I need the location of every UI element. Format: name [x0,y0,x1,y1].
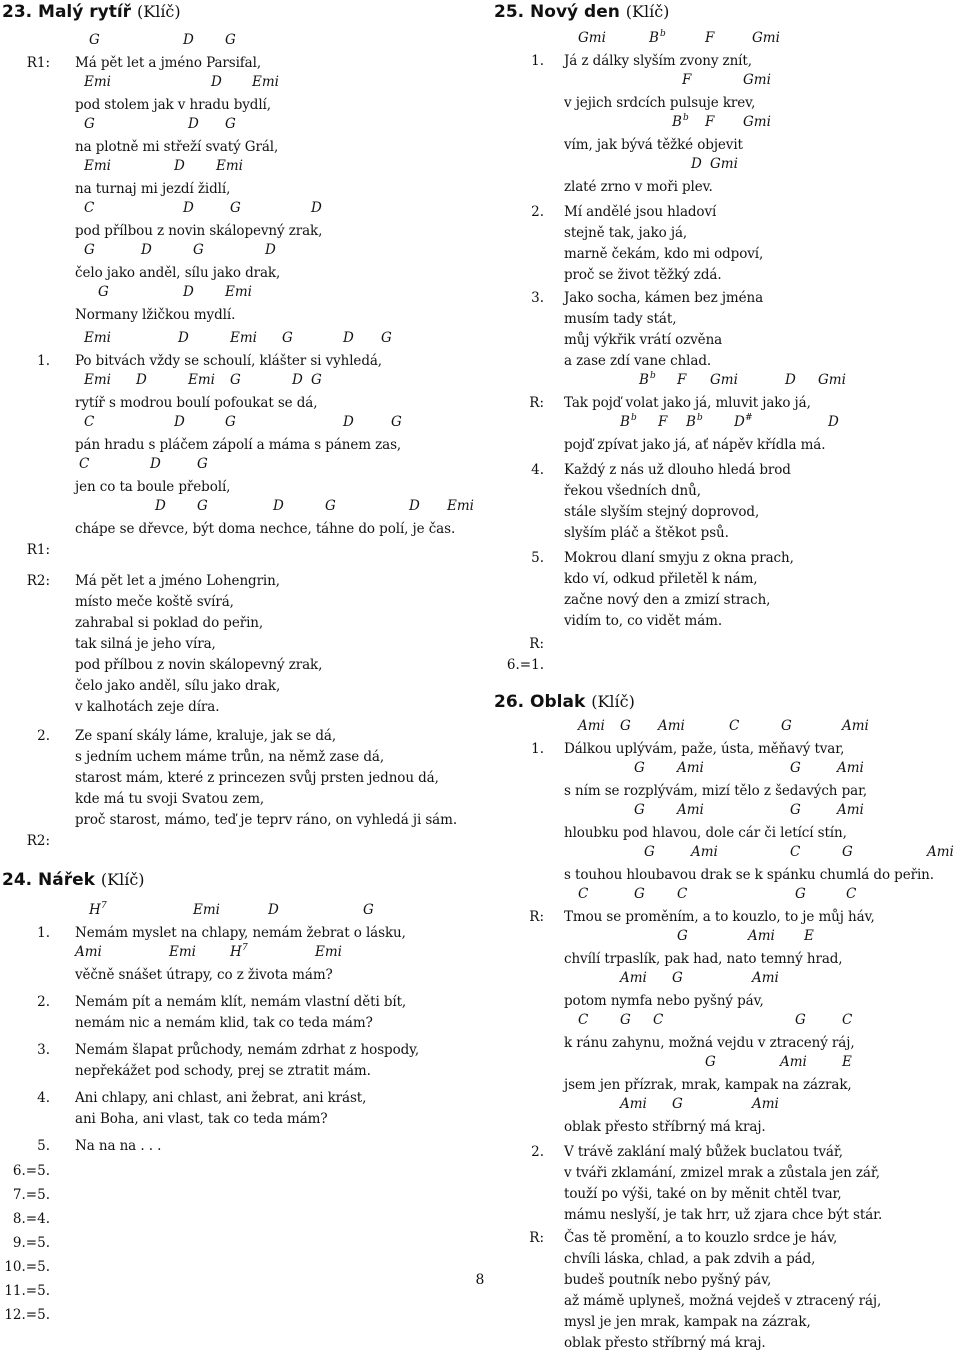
lyric-line: Nemám šlapat průchody, nemám zdrhat z hospody, [75,1042,420,1058]
chord-line: H 7 Emi D G [89,901,374,918]
chord: Ami [620,1096,647,1112]
lyric-line: v jejich srdcích pulsuje krev, [564,95,756,111]
chord: G [672,1096,683,1112]
chord: C [790,844,801,860]
chord: D [150,456,161,472]
chord-line [75,498,478,514]
song-25-verse-2 [494,202,960,286]
chord: D [265,242,276,258]
song-name: Nový den [530,2,620,22]
song-25-verse-5 [494,548,960,632]
lyric-line: řekou všedních dnů, [564,483,701,499]
section-label: 11.=5. [4,1283,50,1299]
chord-line: Gmi B b F Gmi [578,29,780,46]
chord-line: Ami Emi H 7 Emi [75,943,342,960]
chord: D [292,372,303,388]
chord: C [578,1012,589,1028]
chord-line [75,414,478,430]
lyric-line: Tmou se proměním, a to kouzlo, to je můj háv, [564,909,875,925]
chord: G [795,886,806,902]
left-column [0,0,478,1326]
chord: G [842,844,853,860]
lyric-line: proč starost, mámo, teď je teprv ráno, on vyhledá ji sám. [75,812,458,828]
key-link[interactable]: (Klíč) [625,2,670,21]
section-label: R: [529,1230,544,1246]
chord: D [828,414,839,430]
chord-line [75,158,478,174]
lyric-line: můj výkřik vrátí ozvěna [564,332,723,348]
section-label: 4. [531,462,544,478]
song-23-verse-1 [0,330,478,561]
lyric-line: začne nový den a zmizí strach, [564,592,771,608]
song-24-verse-5 [0,1136,478,1157]
section-label: 1. [37,353,50,369]
chord: C [846,886,857,902]
chord-line [564,802,960,818]
chord: D [155,498,166,514]
lyric-line: k ránu zahynu, možná vejdu v ztracený ráj, [564,1035,855,1051]
chord: G [363,902,374,918]
chord: Emi [252,74,279,90]
chord: D [174,158,185,174]
chord: G [89,32,100,48]
chord: D [183,32,194,48]
chord-line [564,760,960,776]
song-24-verse-4 [0,1088,478,1130]
chord-line [75,32,478,48]
chord: D [178,330,189,346]
chord: D [343,330,354,346]
chord: G [84,116,95,132]
lyric-line: chvílí trpaslík, pak had, nato temný hrad, [564,951,843,967]
chord: C [79,456,90,472]
section-label: 5. [37,1138,50,1154]
chord: D [311,200,322,216]
chord: Gmi [710,372,738,388]
lyric-line: pán hradu s pláčem zápolí a máma s pánem zas, [75,437,402,453]
section-label: 3. [531,290,544,306]
lyric-line: stejně tak, jako já, [564,225,688,241]
song-25-title [494,0,960,24]
lyric-line: na plotně mi střeží svatý Grál, [75,139,279,155]
song-24-repeats [0,1161,478,1326]
song-25-end [494,634,960,676]
song-25-refrain [494,372,960,456]
key-link[interactable]: (Klíč) [591,692,635,711]
chord: Ami [927,844,954,860]
chord: Gmi [743,72,771,88]
chord: G [193,242,204,258]
section-label: R1: [26,542,50,558]
chord: D [183,284,194,300]
section-label: 2. [531,1144,544,1160]
section-label: R: [529,395,544,411]
chord: G [98,284,109,300]
lyric-line: pod stolem jak v hradu bydlí, [75,97,271,113]
chord: Emi [84,158,111,174]
chord-line [564,970,960,986]
lyric-line: Mí andělé jsou hladoví [564,204,717,220]
chord: G [225,414,236,430]
lyric-line: Normany lžičkou mydlí. [75,307,236,323]
chord: D [188,116,199,132]
lyric-line: v tváři zklamání, zmizel mrak a zůstala jen zář, [564,1165,880,1181]
lyric-line: mámu neslyší, je tak hrr, už zjara chce být stár. [564,1207,883,1223]
chord: D [141,242,152,258]
lyric-line: Ani chlapy, ani chlast, ani žebrat, ani krást, [75,1090,367,1106]
chord: D [785,372,796,388]
chord: G [225,32,236,48]
chord: Ami [752,970,779,986]
lyric-line: Má pět let a jméno Lohengrin, [75,573,280,589]
lyric-line: zahrabal si poklad do peřin, [75,615,264,631]
song-24-verse-1 [0,902,478,986]
chord: Emi [216,158,243,174]
lyric-line: s ním se rozplývám, mizí tělo z šedavých par, [564,783,868,799]
section-label: 2. [37,994,50,1010]
chord: G [325,498,336,514]
chord: F [682,72,692,88]
chord: G [197,456,208,472]
chord-line: B b F Gmi [672,113,771,130]
chord: G [790,760,801,776]
chord: G [230,372,241,388]
lyric-line: V trávě zaklání malý bůžek buclatou tvář, [564,1144,843,1160]
lyric-line: rytíř s modrou boulí pofoukat se dá, [75,395,318,411]
chord: D [268,902,279,918]
chord: Ami [578,718,605,734]
chord: D [136,372,147,388]
chord: Ami [75,944,102,960]
chord: D [211,74,222,90]
lyric-line: mysl je jen mrak, kampak na zázrak, [564,1314,811,1330]
chord: F [677,372,687,388]
chord: D [174,414,185,430]
chord: G [705,1054,716,1070]
chord-line [564,844,960,860]
lyric-line: pojď zpívat jako já, ať nápěv křídla má. [564,437,826,453]
chord-line [75,456,478,472]
section-label: R1: [26,55,50,71]
song-25-verse-1 [494,30,960,198]
lyric-line: slyším pláč a štěkot psů. [564,525,729,541]
lyric-line: hloubku pod hlavou, dole cár či letící stín, [564,825,847,841]
chord: G [634,802,645,818]
chord: G [225,116,236,132]
chord: Emi [169,944,196,960]
section-label: 4. [37,1090,50,1106]
lyric-line: Ze spaní skály láme, kraluje, jak se dá, [75,728,337,744]
lyric-line: Čas tě promění, a to kouzlo srdce je háv, [564,1230,838,1246]
chord: F [658,414,668,430]
section-label: 12.=5. [4,1307,50,1323]
lyric-line: Jako socha, kámen bez jména [564,290,764,306]
song-25-verse-4 [494,460,960,544]
chord: G [84,242,95,258]
lyric-line: Mokrou dlaní smyju z okna prach, [564,550,794,566]
page-number: 8 [475,1272,485,1288]
lyric-line: Nemám pít a nemám klít, nemám vlastní děti bít, [75,994,407,1010]
section-label: 1. [531,741,544,757]
chord: C [729,718,740,734]
chord: Emi [193,902,220,918]
lyric-line: jen co ta boule přebolí, [75,479,231,495]
lyric-line: oblak přesto stříbrný má kraj. [564,1335,766,1351]
chord: Ami [677,802,704,818]
song-26-refrain-2 [494,1228,960,1354]
lyric-line: pod přílbou z novin skálopevný zrak, [75,657,323,673]
song-number: 24. [2,870,33,890]
section-label: 9.=5. [12,1235,50,1251]
chord: Ami [691,844,718,860]
song-number: 25. [494,2,525,22]
chord: C [842,1012,853,1028]
chord: G [634,760,645,776]
chord-line [75,200,478,216]
chord-line [564,718,960,734]
chord: Emi [84,74,111,90]
chord: Gmi [752,30,780,46]
chord: D [343,414,354,430]
lyric-line: stále slyším stejný doprovod, [564,504,760,520]
chord: G [795,1012,806,1028]
chord-line [564,1054,960,1070]
song-23-verse-2 [0,726,478,852]
chord: G [620,1012,631,1028]
song-name: Oblak [530,692,586,712]
chord: D [691,156,702,172]
lyric-line: Já z dálky slyším zvony znít, [564,53,752,69]
chord-line [75,242,478,258]
lyric-line: oblak přesto stříbrný má kraj. [564,1119,766,1135]
chord: Ami [677,760,704,776]
chord: Ami [837,760,864,776]
chord-line [564,1012,960,1028]
lyric-line: vidím to, co vidět mám. [564,613,723,629]
song-number: 26. [494,692,525,712]
chord-line [75,372,478,388]
chord-line [564,1096,960,1112]
chord: Ami [780,1054,807,1070]
chord: Ami [842,718,869,734]
lyric-line: musím tady stát, [564,311,677,327]
lyric-line: čelo jako anděl, sílu jako drak, [75,265,281,281]
section-label: R2: [26,833,50,849]
chord: E [842,1054,852,1070]
lyric-line: místo meče koště svírá, [75,594,234,610]
chord: D [273,498,284,514]
lyric-line: nepřekážet pod schody, prej se ztratit mám. [75,1063,371,1079]
chord: Ami [837,802,864,818]
song-23-title [2,0,478,24]
song-26-title [494,690,960,714]
section-label: 10.=5. [4,1259,50,1275]
chord: Emi [447,498,474,514]
chord: F [705,30,715,46]
lyric-line: pod přílbou z novin skálopevný zrak, [75,223,323,239]
song-name: Malý rytíř [38,2,132,22]
chord: Gmi [818,372,846,388]
section-label: R2: [26,573,50,589]
lyric-line: chvíli láska, chlad, a pak zdvih a pád, [564,1251,816,1267]
lyric-line: kdo ví, odkud přiletěl k nám, [564,571,758,587]
chord-line: B b F B b D # D [620,413,839,430]
chord: G [381,330,392,346]
chord: Ami [748,928,775,944]
chord: Emi [225,284,252,300]
chord: G [644,844,655,860]
chord: D [183,200,194,216]
section-label: 5. [531,550,544,566]
section-label: 1. [37,925,50,941]
lyric-line: tak silná je jeho víra, [75,636,216,652]
chord: C [653,1012,664,1028]
section-label: R: [529,909,544,925]
chord: G [197,498,208,514]
lyric-line: až mámě uplyneš, možná vejdeš v ztracený ráj, [564,1293,882,1309]
chord: G [311,372,322,388]
lyric-line: a zase zdí vane chlad. [564,353,712,369]
lyric-line: s touhou hloubavou drak se k spánku chumlá do peřin. [564,867,934,883]
section-label: 3. [37,1042,50,1058]
chord: Emi [315,944,342,960]
chord-line [75,284,478,300]
song-24-verse-3 [0,1040,478,1082]
lyric-line: zlaté zrno v moři plev. [564,179,713,195]
chord: G [781,718,792,734]
chord: Gmi [578,30,606,46]
lyric-line: Na na na . . . [75,1138,162,1154]
section-label: 7.=5. [12,1187,50,1203]
chord: C [677,886,688,902]
song-23-refrain-1 [0,32,478,326]
chord: F [705,114,715,130]
chord: D [409,498,420,514]
chord: Ami [620,970,647,986]
lyric-line: Dálkou uplývám, paže, ústa, měňavý tvar, [564,741,845,757]
lyric-line: proč se život těžký zdá. [564,267,722,283]
key-link[interactable]: (Klíč) [100,870,145,889]
song-24-title [2,868,478,892]
song-23-refrain-2 [0,571,478,718]
lyric-line: Po bitvách vždy se schoulí, klášter si vyhledá, [75,353,383,369]
chord: Emi [230,330,257,346]
section-label: 6.=5. [12,1163,50,1179]
lyric-line: starost mám, které z princezen svůj prsten jednou dá, [75,770,439,786]
section-label: 6.=1. [506,657,544,673]
section-label: 2. [37,728,50,744]
song-26-refrain [494,886,960,1138]
chord: Emi [84,330,111,346]
lyric-line: kde má tu svoji Svatou zem, [75,791,265,807]
chord: E [804,928,814,944]
lyric-line: nemám nic a nemám klid, tak co teda mám? [75,1015,373,1031]
chord: G [391,414,402,430]
chord: C [578,886,589,902]
chord: Emi [84,372,111,388]
chord: G [620,718,631,734]
chord: Gmi [710,156,738,172]
chord: C [84,200,95,216]
chord: G [282,330,293,346]
lyric-line: vím, jak bývá těžké objevit [564,137,743,153]
song-number: 23. [2,2,33,22]
lyric-line: touží po výši, také on by měnit chtěl tvar, [564,1186,842,1202]
lyric-line: potom nymfa nebo pyšný páv, [564,993,764,1009]
chord-line [564,156,960,172]
chord-line [75,116,478,132]
song-26-verse-2 [494,1142,960,1226]
chord: G [634,886,645,902]
chord: G [790,802,801,818]
lyric-line: s jedním uchem máme trůn, na němž zase dá, [75,749,385,765]
chord-line [564,886,960,902]
lyric-line: čelo jako anděl, sílu jako drak, [75,678,281,694]
right-column [494,0,960,1354]
chord-line [564,928,960,944]
chord: G [672,970,683,986]
lyric-line: Má pět let a jméno Parsifal, [75,55,262,71]
lyric-line: jsem jen přízrak, mrak, kampak na zázrak, [564,1077,852,1093]
lyric-line: ani Boha, ani vlast, tak co teda mám? [75,1111,328,1127]
song-name: Nářek [38,870,95,890]
chord: Gmi [743,114,771,130]
song-26-verse-1 [494,718,960,886]
chord-line [75,330,478,346]
chord: Emi [188,372,215,388]
chord-line: B b F Gmi D Gmi [639,371,846,388]
song-24-verse-2 [0,992,478,1034]
lyric-line: v kalhotách zeje díra. [75,699,220,715]
chord: G [677,928,688,944]
chord: C [84,414,95,430]
chord: G [230,200,241,216]
chord: Ami [752,1096,779,1112]
chord-line [75,74,478,90]
section-label: 1. [531,53,544,69]
lyric-line: budeš poutník nebo pyšný páv, [564,1272,772,1288]
section-label: 2. [531,204,544,220]
lyric-line: chápe se dřevce, být doma nechce, táhne do polí, je čas. [75,521,456,537]
chord-line [564,72,960,88]
lyric-line: Nemám myslet na chlapy, nemám žebrat o lásku, [75,925,406,941]
lyric-line: věčně snášet útrapy, co z života mám? [75,967,333,983]
lyric-line: na turnaj mi jezdí židlí, [75,181,231,197]
lyric-line: marně čekám, kdo mi odpoví, [564,246,764,262]
lyric-line: Každý z nás už dlouho hledá brod [564,462,791,478]
chord: Ami [658,718,685,734]
song-25-verse-3 [494,288,960,372]
lyric-line: Tak pojď volat jako já, mluvit jako já, [564,395,811,411]
section-label: R: [529,636,544,652]
key-link[interactable]: (Klíč) [137,2,181,21]
section-label: 8.=4. [12,1211,50,1227]
